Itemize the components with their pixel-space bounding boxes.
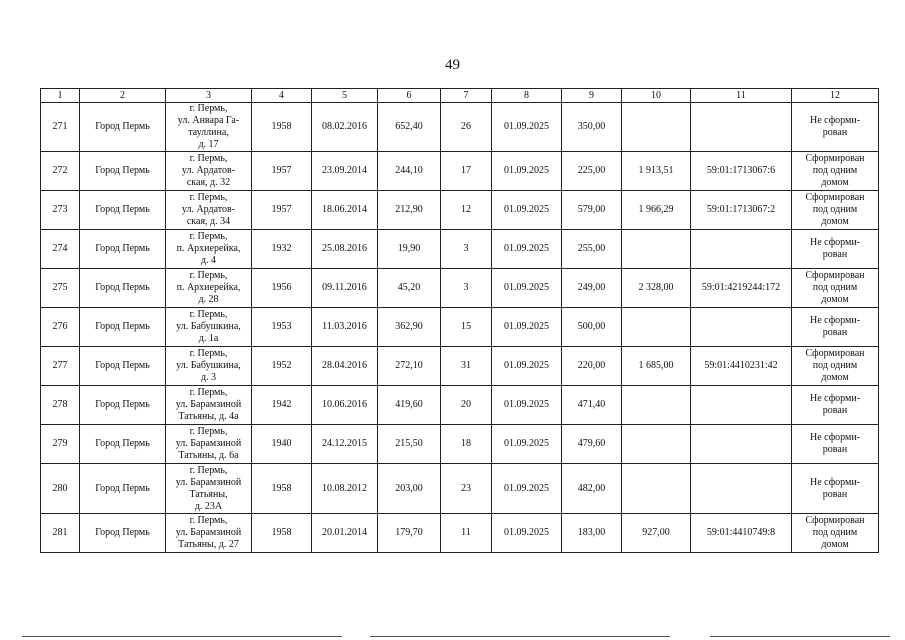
cell-count: 12	[441, 191, 492, 230]
cell-area: 179,70	[378, 514, 441, 553]
cell-count: 11	[441, 514, 492, 553]
address-line: п. Архиерейка,	[176, 282, 241, 293]
cell-due-date: 01.09.2025	[492, 425, 562, 464]
cell-cadastral-number	[691, 464, 792, 514]
cell-status	[792, 514, 879, 553]
cell-year: 1956	[252, 269, 312, 308]
status-line: Не сформи-	[809, 315, 861, 326]
cell-value-9: 225,00	[562, 152, 622, 191]
column-header: 10	[622, 89, 691, 103]
cell-count: 18	[441, 425, 492, 464]
address-line: п. Архиерейка,	[176, 243, 241, 254]
cell-value-10	[622, 230, 691, 269]
cell-address	[166, 308, 252, 347]
cell-due-date: 01.09.2025	[492, 514, 562, 553]
table-row	[41, 386, 879, 425]
cell-due-date: 01.09.2025	[492, 152, 562, 191]
cell-year: 1958	[252, 103, 312, 152]
cell-date: 24.12.2015	[312, 425, 378, 464]
address-line: ул. Барамзиной	[175, 527, 242, 538]
address-line: г. Пермь,	[189, 348, 228, 359]
address-line: г. Пермь,	[189, 231, 228, 242]
cell-area: 215,50	[378, 425, 441, 464]
cell-value-10	[622, 464, 691, 514]
cell-cadastral-number	[691, 230, 792, 269]
table-row	[41, 103, 879, 152]
status-line: рован	[822, 488, 848, 500]
cell-cadastral-number: 59:01:1713067:6	[691, 152, 792, 191]
cell-date: 18.06.2014	[312, 191, 378, 230]
cell-status	[792, 464, 879, 514]
cell-row-number: 271	[41, 103, 80, 152]
cell-year: 1940	[252, 425, 312, 464]
address-line: г. Пермь,	[189, 387, 228, 398]
cell-row-number: 273	[41, 191, 80, 230]
cell-row-number: 274	[41, 230, 80, 269]
cell-area: 19,90	[378, 230, 441, 269]
cell-value-10: 1 685,00	[622, 347, 691, 386]
cell-value-9: 471,40	[562, 386, 622, 425]
cell-year: 1932	[252, 230, 312, 269]
cell-cadastral-number	[691, 103, 792, 152]
cell-area: 652,40	[378, 103, 441, 152]
cell-address	[166, 269, 252, 308]
status-line: под одним	[812, 360, 858, 371]
status-line: Не сформи-	[809, 476, 861, 488]
cell-municipality: Город Пермь	[80, 269, 166, 308]
cell-municipality: Город Пермь	[80, 386, 166, 425]
header-row	[41, 89, 879, 103]
column-header: 12	[792, 89, 879, 103]
address-line: г. Пермь,	[189, 192, 228, 203]
cell-row-number: 276	[41, 308, 80, 347]
address-line: ул. Бабушкина,	[176, 360, 241, 371]
status-line: рован	[822, 327, 848, 338]
address-line: д. 3	[200, 372, 217, 383]
cell-count: 3	[441, 230, 492, 269]
address-line: Татьяны, д. 27	[178, 539, 239, 550]
address-line: ул. Барамзиной	[175, 476, 242, 488]
status-line: под одним	[812, 527, 858, 538]
cell-year: 1957	[252, 191, 312, 230]
cell-due-date: 01.09.2025	[492, 103, 562, 152]
cell-year: 1957	[252, 152, 312, 191]
status-line: домом	[821, 372, 849, 383]
cell-date: 10.08.2012	[312, 464, 378, 514]
table-row	[41, 152, 879, 191]
address-line: д. 17	[198, 139, 219, 150]
cell-area: 244,10	[378, 152, 441, 191]
cell-status	[792, 269, 879, 308]
cell-count: 31	[441, 347, 492, 386]
cell-status	[792, 308, 879, 347]
cell-value-10	[622, 308, 691, 347]
table-row	[41, 191, 879, 230]
cell-municipality: Город Пермь	[80, 347, 166, 386]
table-body	[41, 103, 879, 553]
cell-area: 419,60	[378, 386, 441, 425]
status-line: рован	[822, 405, 848, 416]
status-line: домом	[821, 539, 849, 550]
cell-value-10: 2 328,00	[622, 269, 691, 308]
status-line: домом	[821, 216, 849, 227]
cell-count: 20	[441, 386, 492, 425]
cell-due-date: 01.09.2025	[492, 308, 562, 347]
status-line: рован	[822, 127, 848, 138]
cell-address	[166, 103, 252, 152]
cell-municipality: Город Пермь	[80, 464, 166, 514]
cell-cadastral-number: 59:01:4410749:8	[691, 514, 792, 553]
cell-row-number: 275	[41, 269, 80, 308]
cell-due-date: 01.09.2025	[492, 464, 562, 514]
address-line: Татьяны,	[189, 488, 228, 500]
cell-address	[166, 347, 252, 386]
registry-table	[40, 88, 879, 553]
status-line: Сформирован	[805, 515, 865, 526]
column-header: 9	[562, 89, 622, 103]
cell-value-10: 1 913,51	[622, 152, 691, 191]
status-line: рован	[822, 249, 848, 260]
column-header: 11	[691, 89, 792, 103]
cell-municipality: Город Пермь	[80, 191, 166, 230]
cell-municipality: Город Пермь	[80, 425, 166, 464]
cell-area: 203,00	[378, 464, 441, 514]
status-line: Не сформи-	[809, 393, 861, 404]
table-row	[41, 464, 879, 514]
address-line: г. Пермь,	[189, 309, 228, 320]
cell-value-9: 255,00	[562, 230, 622, 269]
address-line: ул. Барамзиной	[175, 399, 242, 410]
cell-address	[166, 386, 252, 425]
cell-municipality: Город Пермь	[80, 230, 166, 269]
status-line: под одним	[812, 204, 858, 215]
address-line: ул. Ардатов-	[181, 165, 236, 176]
cell-cadastral-number	[691, 308, 792, 347]
cell-status	[792, 230, 879, 269]
cell-due-date: 01.09.2025	[492, 230, 562, 269]
cell-area: 45,20	[378, 269, 441, 308]
cell-date: 25.08.2016	[312, 230, 378, 269]
address-line: г. Пермь,	[189, 515, 228, 526]
cell-year: 1952	[252, 347, 312, 386]
cell-status	[792, 152, 879, 191]
cell-status	[792, 347, 879, 386]
cell-row-number: 279	[41, 425, 80, 464]
status-line: домом	[821, 294, 849, 305]
address-line: ул. Бабушкина,	[176, 321, 241, 332]
cell-due-date: 01.09.2025	[492, 269, 562, 308]
table-row	[41, 425, 879, 464]
column-header: 6	[378, 89, 441, 103]
column-header: 3	[166, 89, 252, 103]
column-header: 5	[312, 89, 378, 103]
column-header: 2	[80, 89, 166, 103]
page-number: 49	[445, 57, 460, 73]
cell-value-9: 350,00	[562, 103, 622, 152]
cell-address	[166, 425, 252, 464]
table-row	[41, 308, 879, 347]
cell-date: 23.09.2014	[312, 152, 378, 191]
cell-area: 362,90	[378, 308, 441, 347]
address-line: д. 4	[200, 255, 217, 266]
address-line: ская, д. 34	[186, 216, 231, 227]
status-line: Не сформи-	[809, 115, 861, 126]
address-line: Татьяны, д. 4а	[178, 411, 239, 422]
address-line: г. Пермь,	[189, 153, 228, 164]
cell-date: 28.04.2016	[312, 347, 378, 386]
cell-year: 1953	[252, 308, 312, 347]
cell-count: 23	[441, 464, 492, 514]
cell-count: 15	[441, 308, 492, 347]
cell-cadastral-number: 59:01:4410231:42	[691, 347, 792, 386]
cell-area: 272,10	[378, 347, 441, 386]
cell-municipality: Город Пермь	[80, 308, 166, 347]
cell-value-10	[622, 386, 691, 425]
cell-area: 212,90	[378, 191, 441, 230]
cell-row-number: 272	[41, 152, 80, 191]
cell-date: 20.01.2014	[312, 514, 378, 553]
status-line: Не сформи-	[809, 237, 861, 248]
status-line: Сформирован	[805, 270, 865, 281]
cell-value-9: 183,00	[562, 514, 622, 553]
cell-due-date: 01.09.2025	[492, 386, 562, 425]
table-row	[41, 269, 879, 308]
column-header: 8	[492, 89, 562, 103]
cell-value-9: 479,60	[562, 425, 622, 464]
column-header: 7	[441, 89, 492, 103]
cell-cadastral-number	[691, 425, 792, 464]
cell-address	[166, 514, 252, 553]
cell-year: 1942	[252, 386, 312, 425]
table-row	[41, 230, 879, 269]
address-line: тауллина,	[188, 127, 229, 138]
cell-status	[792, 386, 879, 425]
cell-cadastral-number: 59:01:1713067:2	[691, 191, 792, 230]
cell-count: 17	[441, 152, 492, 191]
address-line: г. Пермь,	[189, 103, 228, 114]
cell-date: 09.11.2016	[312, 269, 378, 308]
cell-row-number: 281	[41, 514, 80, 553]
address-line: ская, д. 32	[186, 177, 231, 188]
cell-year: 1958	[252, 514, 312, 553]
cell-status	[792, 191, 879, 230]
cell-address	[166, 191, 252, 230]
column-header: 1	[41, 89, 80, 103]
scan-edge-line	[370, 636, 670, 637]
scan-edge-line	[22, 636, 342, 637]
address-line: ул. Анвара Га-	[177, 115, 240, 126]
cell-value-9: 482,00	[562, 464, 622, 514]
scan-edge-line	[710, 636, 890, 637]
cell-value-10: 927,00	[622, 514, 691, 553]
status-line: Сформирован	[805, 153, 865, 164]
address-line: ул. Ардатов-	[181, 204, 236, 215]
cell-row-number: 280	[41, 464, 80, 514]
address-line: д. 1а	[198, 333, 219, 344]
cell-row-number: 278	[41, 386, 80, 425]
cell-value-9: 249,00	[562, 269, 622, 308]
cell-municipality: Город Пермь	[80, 514, 166, 553]
cell-count: 26	[441, 103, 492, 152]
status-line: под одним	[812, 165, 858, 176]
cell-address	[166, 230, 252, 269]
cell-value-10	[622, 425, 691, 464]
cell-value-10	[622, 103, 691, 152]
cell-date: 10.06.2016	[312, 386, 378, 425]
cell-address	[166, 464, 252, 514]
status-line: рован	[822, 444, 848, 455]
address-line: г. Пермь,	[189, 270, 228, 281]
cell-date: 08.02.2016	[312, 103, 378, 152]
cell-cadastral-number	[691, 386, 792, 425]
cell-due-date: 01.09.2025	[492, 347, 562, 386]
cell-date: 11.03.2016	[312, 308, 378, 347]
address-line: г. Пермь,	[189, 464, 228, 476]
cell-value-9: 220,00	[562, 347, 622, 386]
cell-value-9: 579,00	[562, 191, 622, 230]
address-line: д. 28	[198, 294, 219, 305]
status-line: Сформирован	[805, 192, 865, 203]
table-row	[41, 514, 879, 553]
cell-due-date: 01.09.2025	[492, 191, 562, 230]
cell-cadastral-number: 59:01:4219244:172	[691, 269, 792, 308]
status-line: Сформирован	[805, 348, 865, 359]
cell-municipality: Город Пермь	[80, 103, 166, 152]
cell-value-9: 500,00	[562, 308, 622, 347]
address-line: д. 23А	[194, 500, 223, 512]
column-header: 4	[252, 89, 312, 103]
cell-row-number: 277	[41, 347, 80, 386]
cell-status	[792, 425, 879, 464]
cell-value-10: 1 966,29	[622, 191, 691, 230]
status-line: домом	[821, 177, 849, 188]
cell-address	[166, 152, 252, 191]
status-line: Не сформи-	[809, 432, 861, 443]
table-row	[41, 347, 879, 386]
address-line: г. Пермь,	[189, 426, 228, 437]
cell-status	[792, 103, 879, 152]
cell-count: 3	[441, 269, 492, 308]
status-line: под одним	[812, 282, 858, 293]
address-line: ул. Барамзиной	[175, 438, 242, 449]
address-line: Татьяны, д. 6а	[178, 450, 239, 461]
cell-municipality: Город Пермь	[80, 152, 166, 191]
cell-year: 1958	[252, 464, 312, 514]
